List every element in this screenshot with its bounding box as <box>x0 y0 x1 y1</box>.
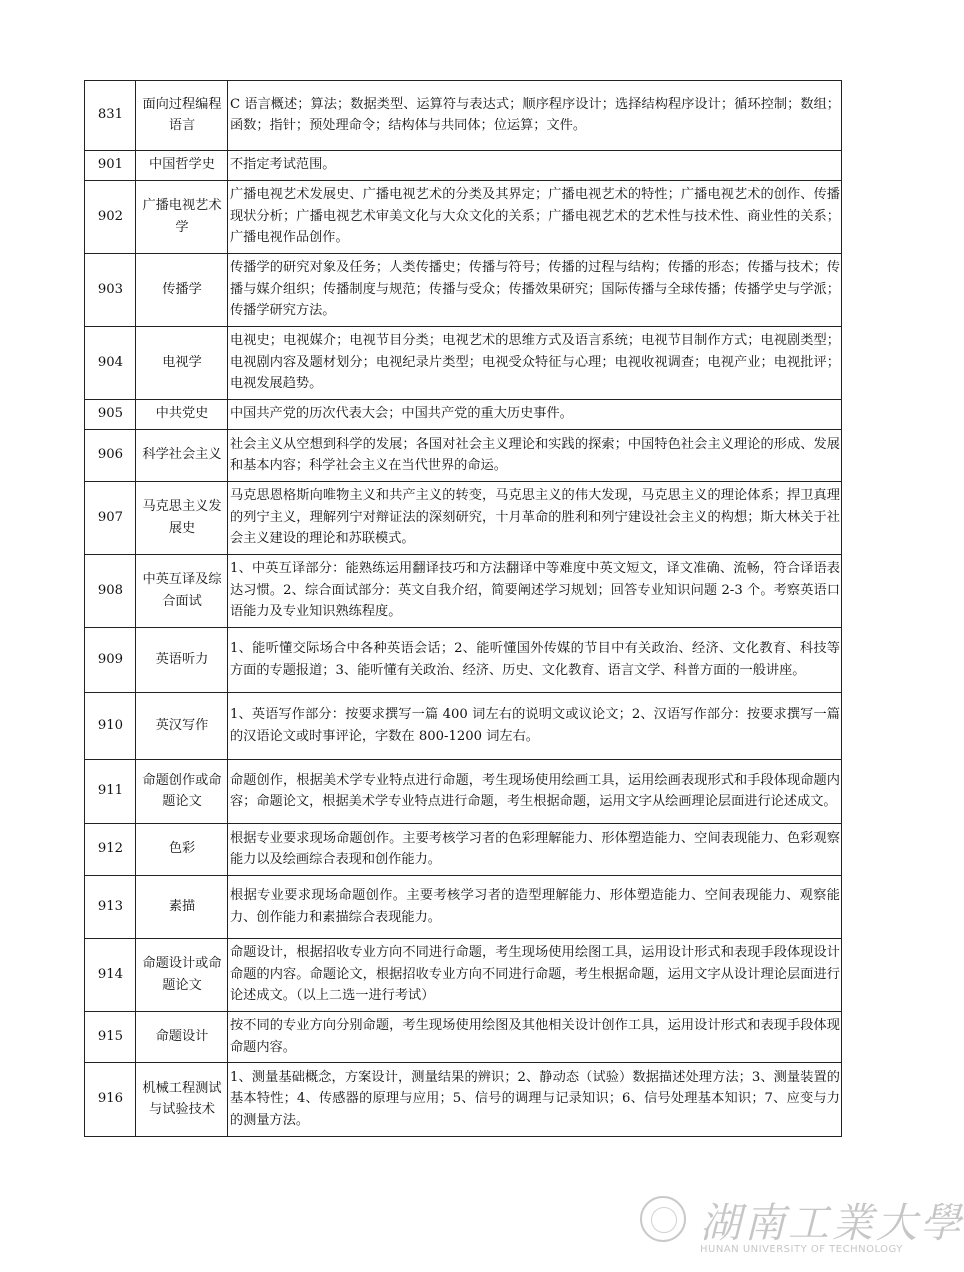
course-code: 905 <box>85 400 136 430</box>
course-scope: 马克思恩格斯向唯物主义和共产主义的转变，马克思主义的伟大发现，马克思主义的理论体系；捍卫真理的列宁主义，理解列宁对辩证法的深刻研究，十月革命的胜利和列宁建设社会主义的构想；斯大林关于社会主义建设的理论和苏联模式。 <box>228 482 842 555</box>
course-name: 科学社会主义 <box>136 430 228 482</box>
course-name: 面向过程编程语言 <box>136 81 228 151</box>
course-name: 中英互译及综合面试 <box>136 555 228 628</box>
course-name: 命题设计或命题论文 <box>136 939 228 1012</box>
course-name: 英语听力 <box>136 628 228 693</box>
course-code: 831 <box>85 81 136 151</box>
course-code: 915 <box>85 1012 136 1063</box>
table-row <box>85 760 842 824</box>
university-name-cn: 湖南工業大學 <box>700 1199 964 1247</box>
table-row <box>85 1012 842 1063</box>
university-logo <box>640 1196 964 1272</box>
course-name: 命题创作或命题论文 <box>136 760 228 824</box>
course-scope: 传播学的研究对象及任务；人类传播史；传播与符号；传播的过程与结构；传播的形态；传播与技术；传播与媒介组织；传播制度与规范；传播与受众；传播效果研究；国际传播与全球传播；传播学史与学派；传播学研究方法。 <box>228 254 842 327</box>
course-scope: 根据专业要求现场命题创作。主要考核学习者的造型理解能力、形体塑造能力、空间表现能力、观察能力、创作能力和素描综合表现能力。 <box>228 876 842 939</box>
table-row <box>85 628 842 693</box>
table-row <box>85 876 842 939</box>
course-name: 电视学 <box>136 327 228 400</box>
course-code: 912 <box>85 824 136 876</box>
course-code: 909 <box>85 628 136 693</box>
table-row <box>85 151 842 181</box>
exam-table-body <box>85 81 842 1137</box>
table-row <box>85 824 842 876</box>
course-name: 中共党史 <box>136 400 228 430</box>
table-row <box>85 693 842 760</box>
course-code: 907 <box>85 482 136 555</box>
course-code: 910 <box>85 693 136 760</box>
course-scope: 中国共产党的历次代表大会；中国共产党的重大历史事件。 <box>228 400 842 430</box>
course-scope: 1、英语写作部分：按要求撰写一篇 400 词左右的说明文或议论文；2、汉语写作部分：按要求撰写一篇的汉语论文或时事评论，字数在 800-1200 词左右。 <box>228 693 842 760</box>
course-code: 911 <box>85 760 136 824</box>
exam-scope-table <box>84 80 842 1137</box>
course-scope: 广播电视艺术发展史、广播电视艺术的分类及其界定；广播电视艺术的特性；广播电视艺术的创作、传播现状分析；广播电视艺术审美文化与大众文化的关系；广播电视艺术的艺术性与技术性、商业性的关系；广播电视作品创作。 <box>228 181 842 254</box>
course-code: 902 <box>85 181 136 254</box>
course-name: 马克思主义发展史 <box>136 482 228 555</box>
university-seal-icon <box>640 1196 686 1242</box>
course-code: 901 <box>85 151 136 181</box>
course-scope: 1、中英互译部分：能熟练运用翻译技巧和方法翻译中等难度中英文短文，译文准确、流畅，符合译语表达习惯。2、综合面试部分：英文自我介绍，简要阐述学习规划；回答专业知识问题 2-3 个。考察英语口语能力及专业知识熟练程度。 <box>228 555 842 628</box>
table-row <box>85 81 842 151</box>
course-name: 机械工程测试与试验技术 <box>136 1063 228 1137</box>
university-name-en: HUNAN UNIVERSITY OF TECHNOLOGY <box>700 1244 903 1255</box>
course-scope: 不指定考试范围。 <box>228 151 842 181</box>
table-row <box>85 1063 842 1137</box>
table-row <box>85 400 842 430</box>
course-name: 英汉写作 <box>136 693 228 760</box>
course-code: 908 <box>85 555 136 628</box>
course-code: 906 <box>85 430 136 482</box>
course-code: 903 <box>85 254 136 327</box>
course-code: 916 <box>85 1063 136 1137</box>
course-scope: 根据专业要求现场命题创作。主要考核学习者的色彩理解能力、形体塑造能力、空间表现能力、色彩观察能力以及绘画综合表现和创作能力。 <box>228 824 842 876</box>
course-name: 传播学 <box>136 254 228 327</box>
course-scope: 按不同的专业方向分别命题，考生现场使用绘图及其他相关设计创作工具，运用设计形式和表现手段体现命题内容。 <box>228 1012 842 1063</box>
course-name: 广播电视艺术学 <box>136 181 228 254</box>
course-scope: 社会主义从空想到科学的发展；各国对社会主义理论和实践的探索；中国特色社会主义理论的形成、发展和基本内容；科学社会主义在当代世界的命运。 <box>228 430 842 482</box>
table-row <box>85 939 842 1012</box>
course-scope: 命题创作，根据美术学专业特点进行命题，考生现场使用绘画工具，运用绘画表现形式和手段体现命题内容；命题论文，根据美术学专业特点进行命题，考生根据命题，运用文字从绘画理论层面进行论述成文。 <box>228 760 842 824</box>
course-scope: C 语言概述；算法；数据类型、运算符与表达式；顺序程序设计；选择结构程序设计；循环控制；数组；函数；指针；预处理命令；结构体与共同体；位运算；文件。 <box>228 81 842 151</box>
table-row <box>85 327 842 400</box>
table-row <box>85 254 842 327</box>
course-name: 素描 <box>136 876 228 939</box>
course-scope: 命题设计，根据招收专业方向不同进行命题，考生现场使用绘图工具，运用设计形式和表现手段体现设计命题的内容。命题论文，根据招收专业方向不同进行命题，考生根据命题，运用文字从设计理论层面进行论述成文。（以上二选一进行考试） <box>228 939 842 1012</box>
table-row <box>85 482 842 555</box>
table-row <box>85 555 842 628</box>
course-code: 904 <box>85 327 136 400</box>
table-row <box>85 181 842 254</box>
course-scope: 1、测量基础概念，方案设计，测量结果的辨识；2、静动态（试验）数据描述处理方法；3、测量装置的基本特性；4、传感器的原理与应用；5、信号的调理与记录知识；6、信号处理基本知识；7、应变与力的测量方法。 <box>228 1063 842 1137</box>
course-name: 中国哲学史 <box>136 151 228 181</box>
course-scope: 电视史；电视媒介；电视节目分类；电视艺术的思维方式及语言系统；电视节目制作方式；电视剧类型；电视剧内容及题材划分；电视纪录片类型；电视受众特征与心理；电视收视调查；电视产业；电视批评；电视发展趋势。 <box>228 327 842 400</box>
course-scope: 1、能听懂交际场合中各种英语会话；2、能听懂国外传媒的节目中有关政治、经济、文化教育、科技等方面的专题报道；3、能听懂有关政治、经济、历史、文化教育、语言文学、科普方面的一般讲座。 <box>228 628 842 693</box>
course-code: 913 <box>85 876 136 939</box>
course-name: 命题设计 <box>136 1012 228 1063</box>
course-name: 色彩 <box>136 824 228 876</box>
table-row <box>85 430 842 482</box>
course-code: 914 <box>85 939 136 1012</box>
